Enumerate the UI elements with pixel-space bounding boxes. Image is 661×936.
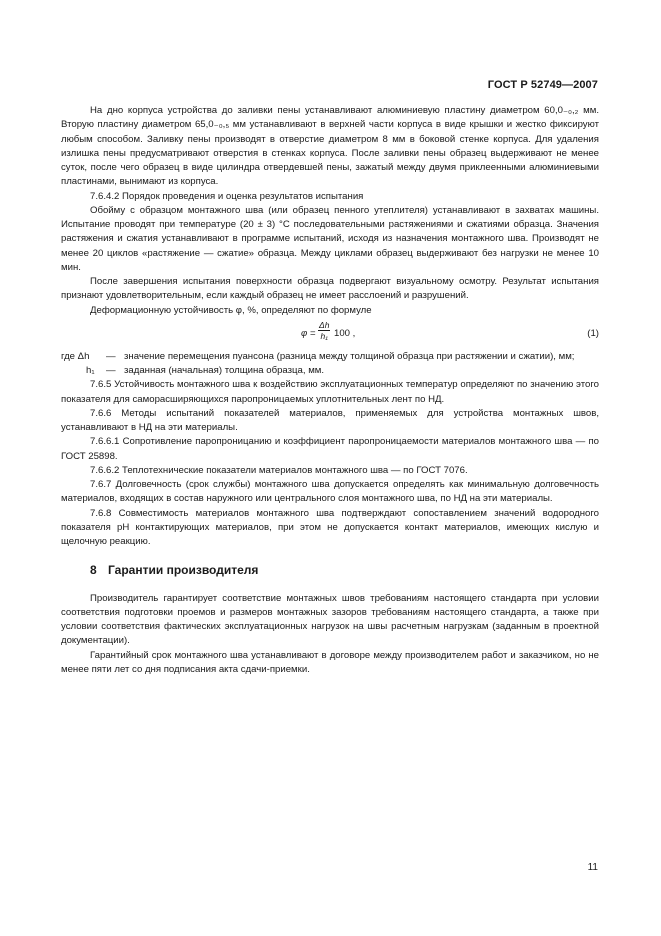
- where-dash: —: [106, 350, 116, 362]
- formula-lhs: φ =: [301, 327, 316, 339]
- paragraph: 7.6.6.2 Теплотехнические показатели материалов монтажного шва — по ГОСТ 7076.: [90, 464, 468, 476]
- section-number: 8: [90, 563, 97, 578]
- where-dash: —: [106, 365, 116, 376]
- paragraph: После завершения испытания поверхности образца подвергают визуальному осмотру. Результат испытания признают удовлетворительным, если каждый образец не имеет расслоений и разрушений.: [61, 276, 599, 302]
- paragraph: Гарантийный срок монтажного шва устанавливают в договоре между производителем работ и заказчиком, но не менее пяти лет со дня подписания акта сдачи-приемки.: [61, 649, 599, 675]
- paragraph: 7.6.4.2 Порядок проведения и оценка результатов испытания: [90, 190, 364, 202]
- formula-fraction: [318, 320, 330, 341]
- where-description: заданная (начальная) толщина образца, мм.: [124, 365, 325, 376]
- paragraph: Обойму с образцом монтажного шва (или образец пенного утеплителя) устанавливают в захватах машины. Испытание проводят при температуре (20 ± 3) °С последовательными растяжениями и сжатиями образца. Значения растяжения и сжатия устанавливают в программе испытаний, исходя из назначения монтажного шва. Производят не менее 20 циклов «растяжение — сжатие» образца. Между циклами образец выдерживают без нагрузки не менее 10 мин.: [61, 204, 599, 273]
- where-symbol: где Δh: [61, 350, 90, 362]
- where-item: [61, 364, 599, 378]
- paragraph: Производитель гарантирует соответствие монтажных швов требованиям настоящего стандарта при условии соответствия подготовки проемов и размеров монтажных зазоров требованиям настоящего стандарта, а также при условии соответствия фактических эксплуатационных нагрузок на швы расчетным нагрузкам (заданным в проектной документации).: [61, 592, 599, 647]
- page-number: 11: [587, 862, 598, 873]
- paragraph: На дно корпуса устройства до заливки пены устанавливают алюминиевую пластину диаметром 60,0₋₀,₂ мм. Вторую пластину диаметром 65,0₋₀,₅ мм устанавливают в верхней части корпуса в виде крышки и жестко фиксируют любым способом. Заливку пены производят в отверстие диаметром 8 мм в боковой стенке корпуса. Для удаления излишка пены предусматривают отверстия в стенках корпуса. После заливки пены образец выдерживают не менее суток, после чего образец в виде цилиндра отвердевшей пены, зажатый между двумя приклеенными алюминиевыми пластинами, вынимают из корпуса.: [61, 105, 599, 188]
- formula-multiplier: 100 ,: [334, 327, 356, 339]
- document-header: ГОСТ Р 52749—2007: [487, 79, 598, 91]
- paragraph: 7.6.8 Совместимость материалов монтажного шва подтверждают сопоставлением значений водородного показателя рН контактирующих материалов, при этом не допускается контакт материалов, имеющих кислую и щелочную реакцию.: [61, 507, 599, 547]
- where-symbol: h₁: [86, 365, 95, 376]
- formula-1: [61, 319, 599, 347]
- paragraph: Деформационную устойчивость φ, %, определяют по формуле: [90, 304, 372, 316]
- formula-denominator: h₁: [320, 330, 328, 341]
- paragraph: 7.6.7 Долговечность (срок службы) монтажного шва допускается определять как минимальную долговечность материалов, входящих в состав наружного или центрального слоя монтажного шва, по НД на эти материалы.: [61, 479, 599, 505]
- where-description: значение перемещения пуансона (разница между толщиной образца при растяжении и сжатии), мм;: [124, 350, 575, 362]
- where-item: [61, 350, 599, 364]
- formula-numerator: Δh: [319, 319, 330, 330]
- paragraph: 7.6.5 Устойчивость монтажного шва к воздействию эксплуатационных температур определяют по значению этого показателя для саморасширяющихся паропроницаемых уплотнительных лент по НД.: [61, 379, 599, 405]
- formula-number: (1): [587, 327, 599, 339]
- page-body: [61, 104, 599, 677]
- section-heading: [90, 563, 599, 577]
- paragraph: 7.6.6 Методы испытаний показателей материалов, применяемых для устройства монтажных швов, устанавливают в НД на эти материалы.: [61, 407, 599, 433]
- section-title: Гарантии производителя: [108, 563, 259, 578]
- paragraph: 7.6.6.1 Сопротивление паропроницанию и коэффициент паропроницаемости материалов монтажного шва — по ГОСТ 25898.: [61, 436, 599, 462]
